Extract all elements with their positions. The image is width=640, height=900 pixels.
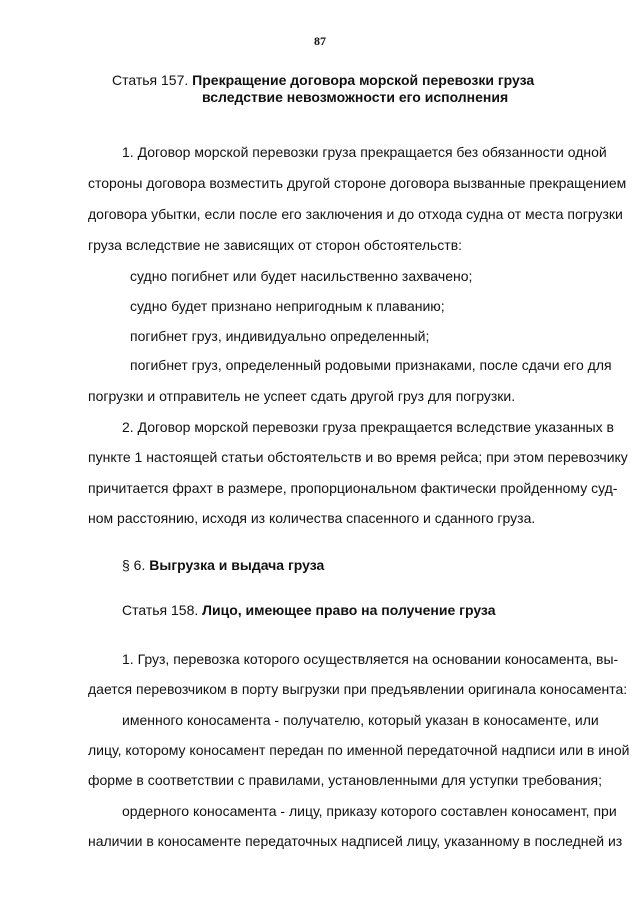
article-157-p2-line: пункте 1 настоящей статьи обстоятельств и во время рейса; при этом перевозчику [88,449,628,465]
article-157-p1-line: стороны договора возместить другой стороне договора вызванные прекращением [88,175,627,191]
article-157-p1-line: груза вследствие не зависящих от сторон обстоятельств: [88,237,463,253]
article-158-title: Лицо, имеющее право на получение груза [202,602,496,618]
section-6-label: § 6. [122,557,146,573]
article-158-p1-line: дается перевозчиком в порту выгрузки при предъявлении оригинала коносамента: [88,681,628,697]
section-6-title: Выгрузка и выдача груза [149,557,325,573]
article-157-item4-line: погибнет груз, определенный родовыми признаками, после сдачи его для [130,357,612,373]
article-157-heading-cont [202,89,508,106]
article-158-p2-line: именного коносамента - получателю, который указан в коносаменте, или [122,712,599,728]
article-157-heading [112,72,534,89]
article-157-p2-line: причитается фрахт в размере, пропорциональном фактически пройденному суд- [88,480,618,496]
article-157-title-line1: Прекращение договора морской перевозки груза [192,72,535,88]
article-158-label: Статья 158. [122,602,199,618]
article-157-title-line2: вследствие невозможности его исполнения [202,89,509,105]
article-158-p1-line: 1. Груз, перевозка которого осуществляется на основании коносамента, вы- [122,651,619,667]
article-157-p1-line: 1. Договор морской перевозки груза прекращается без обязанности одной [122,144,607,160]
article-158-p3-line: ордерного коносамента - лицу, приказу которого составлен коносамент, при [122,803,617,819]
section-6-heading [122,556,324,574]
article-158-heading [122,601,495,619]
article-157-item4-line: погрузки и отправитель не успеет сдать другой груз для погрузки. [88,388,516,404]
article-157-item: погибнет груз, индивидуально определенный; [130,328,430,344]
article-157-item: судно будет признано непригодным к плаванию; [130,298,445,314]
article-157-p1-line: договора убытки, если после его заключения и до отхода судна от места погрузки [88,206,623,222]
article-157-item: судно погибнет или будет насильственно захвачено; [130,268,473,284]
article-158-p2-line: форме в соответствии с правилами, установленными для уступки требования; [88,772,602,788]
article-158-p3-line: наличии в коносаменте передаточных надписей лицу, указанному в последней из [88,833,623,849]
article-158-p2-line: лицу, которому коносамент передан по именной передаточной надписи или в иной [88,742,630,758]
article-157-p2-line: ном расстоянию, исходя из количества спасенного и сданного груза. [88,510,536,526]
page-number: 87 [314,34,326,48]
article-157-label: Статья 157. [112,72,189,88]
article-157-p2-line: 2. Договор морской перевозки груза прекращается вследствие указанных в [122,419,614,435]
